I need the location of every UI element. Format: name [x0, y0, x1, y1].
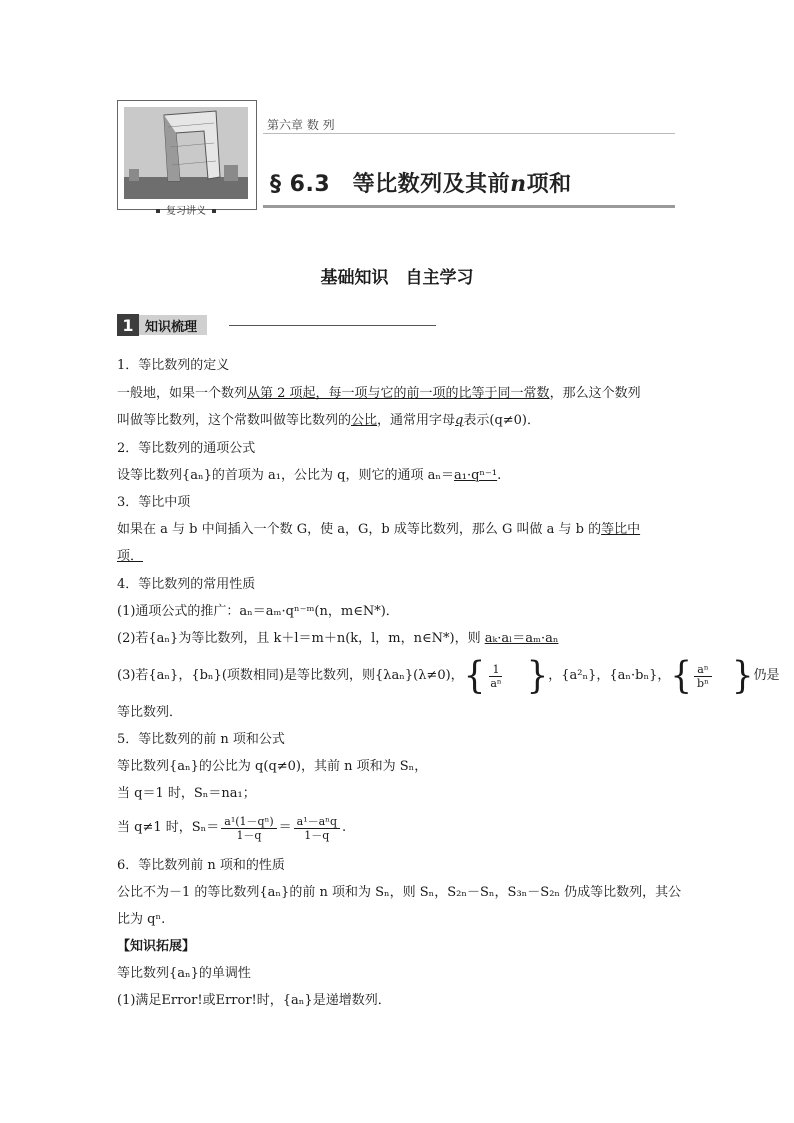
definition-line-1: [117, 385, 641, 403]
numerator: 1: [489, 663, 502, 677]
square-icon: [212, 209, 216, 213]
sum-line-2: 当 q＝1 时，Sₙ＝na₁；: [117, 786, 256, 801]
text: ，那么这个数列: [549, 386, 641, 401]
right-brace: }: [731, 654, 754, 698]
answer-underlined: aₖ·aₗ＝aₘ·aₙ: [484, 631, 559, 646]
answer-underlined: 公比: [351, 413, 378, 428]
fraction: [294, 815, 340, 842]
text: 设等比数列{aₙ}的首项为 a₁，公比为 q，则它的通项 aₙ＝: [117, 468, 454, 483]
badge-label: 复习讲义: [166, 206, 206, 217]
title-prefix: § 6.3 等比数列及其前: [270, 172, 511, 197]
property-3-end: 等比数列．: [117, 705, 183, 720]
answer-underlined: 等比中: [601, 522, 641, 537]
answer-underlined: 从第 2 项起，每一项与它的前一项的比等于同一常数: [247, 386, 550, 401]
text: 仍是: [753, 668, 780, 683]
denominator: bⁿ: [697, 676, 709, 690]
property-2: [117, 630, 558, 648]
title-n: n: [510, 171, 527, 197]
title-suffix: 项和: [526, 172, 572, 197]
numerator: a¹－aⁿq: [294, 815, 340, 829]
left-brace: {: [670, 654, 693, 698]
knowledge-rule: [229, 325, 436, 326]
text: .: [497, 468, 502, 483]
fraction: [221, 815, 276, 842]
numerator: a¹(1－qⁿ): [221, 815, 276, 829]
answer-underlined: 项．: [117, 549, 144, 564]
text: 表示(q≠0)．: [463, 413, 541, 428]
heading-definition: 1．等比数列的定义: [117, 358, 230, 373]
geometric-mean-line-2: [117, 548, 143, 566]
knowledge-heading: [117, 314, 207, 336]
numerator: aⁿ: [694, 663, 711, 677]
review-badge: [117, 202, 255, 217]
heading-properties: 4．等比数列的常用性质: [117, 577, 256, 592]
text: 当 q≠1 时，Sₙ＝: [117, 820, 220, 835]
monotonicity-line-1: (1)满足Error!或Error!时，{aₙ}是递增数列．: [117, 993, 391, 1008]
building-photo: [124, 107, 248, 199]
extension-heading: 【知识拓展】: [117, 939, 196, 954]
text: (3)若{aₙ}，{bₙ}(项数相同)是等比数列，则{λaₙ}(λ≠0)，: [117, 668, 464, 683]
fraction: [487, 663, 504, 690]
left-brace: {: [463, 654, 486, 698]
heading-sum-formula: 5．等比数列的前 n 项和公式: [117, 732, 285, 747]
title-underline: [263, 205, 675, 208]
chapter-label: 第六章 数 列: [267, 118, 335, 132]
fraction: [694, 663, 712, 690]
page-title: [270, 167, 572, 198]
definition-line-2: [117, 412, 540, 430]
cctv-building-image: [124, 107, 248, 199]
knowledge-label: 知识梳理: [139, 315, 207, 335]
chapter-photo-frame: [117, 100, 257, 210]
answer-underlined: a₁·qⁿ⁻¹: [453, 468, 498, 483]
text: 如果在 a 与 b 中间插入一个数 G，使 a，G，b 成等比数列，那么 G 叫做 a 与 b 的: [117, 522, 602, 537]
square-icon: [156, 209, 160, 213]
sum-property-line-2: 比为 qⁿ.: [117, 912, 166, 927]
denominator: aⁿ: [490, 676, 502, 690]
heading-general-term: 2．等比数列的通项公式: [117, 441, 256, 456]
sum-line-1: 等比数列{aₙ}的公比为 q(q≠0)，其前 n 项和为 Sₙ，: [117, 759, 428, 774]
knowledge-number: 1: [117, 314, 139, 336]
sum-property-line-1: 公比不为－1 的等比数列{aₙ}的前 n 项和为 Sₙ，则 Sₙ，S₂ₙ－Sₙ，S₃ₙ－S₂ₙ 仍成等比数列，其公: [117, 885, 682, 900]
text: ，{a²ₙ}，{aₙ·bₙ}，: [548, 668, 671, 683]
general-term-line: [117, 467, 501, 485]
heading-geometric-mean: 3．等比中项: [117, 495, 191, 510]
property-1: (1)通项公式的推广：aₙ＝aₘ·qⁿ⁻ᵐ(n，m∈N*)．: [117, 604, 399, 619]
divider: [263, 133, 675, 134]
text: ＝: [278, 820, 292, 835]
geometric-mean-line-1: [117, 521, 640, 539]
sum-line-3: [117, 810, 346, 846]
text: (2)若{aₙ}为等比数列，且 k＋l＝m＋n(k，l，m，n∈N*)，则: [117, 631, 485, 646]
right-brace: }: [526, 654, 549, 698]
denominator: 1－q: [236, 828, 262, 842]
section-heading: 基础知识 自主学习: [320, 268, 474, 288]
text: ，通常用字母: [377, 413, 456, 428]
property-3: [117, 656, 780, 696]
text: 一般地，如果一个数列: [117, 386, 248, 401]
denominator: 1－q: [304, 828, 330, 842]
text: 叫做等比数列，这个常数叫做等比数列的: [117, 413, 352, 428]
text: .: [341, 820, 347, 835]
monotonicity-heading: 等比数列{aₙ}的单调性: [117, 966, 251, 981]
answer-underlined: q: [455, 413, 464, 428]
heading-sum-properties: 6．等比数列前 n 项和的性质: [117, 858, 285, 873]
